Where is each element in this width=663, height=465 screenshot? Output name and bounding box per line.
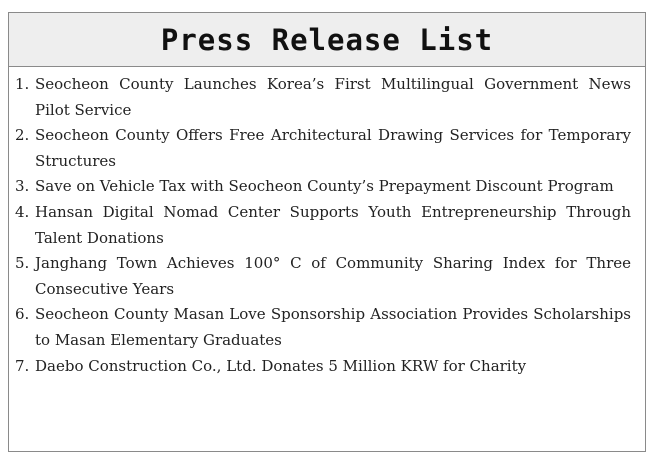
item-title[interactable]: Save on Vehicle Tax with Seocheon County’s Prepayment Discount Program bbox=[35, 177, 614, 196]
panel-header bbox=[9, 13, 645, 67]
list-item[interactable] bbox=[15, 123, 631, 174]
item-number: 3. bbox=[15, 177, 30, 196]
press-release-list bbox=[9, 67, 645, 379]
press-release-panel bbox=[8, 12, 646, 452]
item-number: 4. bbox=[15, 202, 30, 221]
item-title[interactable]: Seocheon County Launches Korea’s First Multilingual Government News Pilot Service bbox=[35, 75, 631, 119]
item-title[interactable]: Seocheon County Masan Love Sponsorship Association Provides Scholarships to Masan Elementary Graduates bbox=[35, 305, 631, 349]
item-title[interactable]: Janghang Town Achieves 100° C of Community Sharing Index for Three Consecutive Years bbox=[35, 254, 631, 298]
list-item[interactable] bbox=[15, 174, 631, 200]
item-title[interactable]: Hansan Digital Nomad Center Supports Youth Entrepreneurship Through Talent Donations bbox=[35, 202, 631, 247]
item-number: 5. bbox=[15, 254, 30, 273]
item-number: 2. bbox=[15, 126, 30, 145]
item-title[interactable]: Seocheon County Offers Free Architectural Drawing Services for Temporary Structures bbox=[35, 126, 631, 170]
list-item[interactable] bbox=[15, 251, 631, 302]
list-item[interactable] bbox=[15, 200, 631, 251]
list-item[interactable] bbox=[15, 354, 631, 380]
item-title[interactable]: Daebo Construction Co., Ltd. Donates 5 Million KRW for Charity bbox=[35, 356, 527, 375]
page-title: Press Release List bbox=[160, 22, 494, 57]
item-number: 7. bbox=[15, 356, 30, 375]
item-number: 1. bbox=[15, 75, 30, 93]
list-item[interactable] bbox=[15, 302, 631, 353]
item-number: 6. bbox=[15, 305, 30, 324]
list-item[interactable] bbox=[15, 72, 631, 123]
